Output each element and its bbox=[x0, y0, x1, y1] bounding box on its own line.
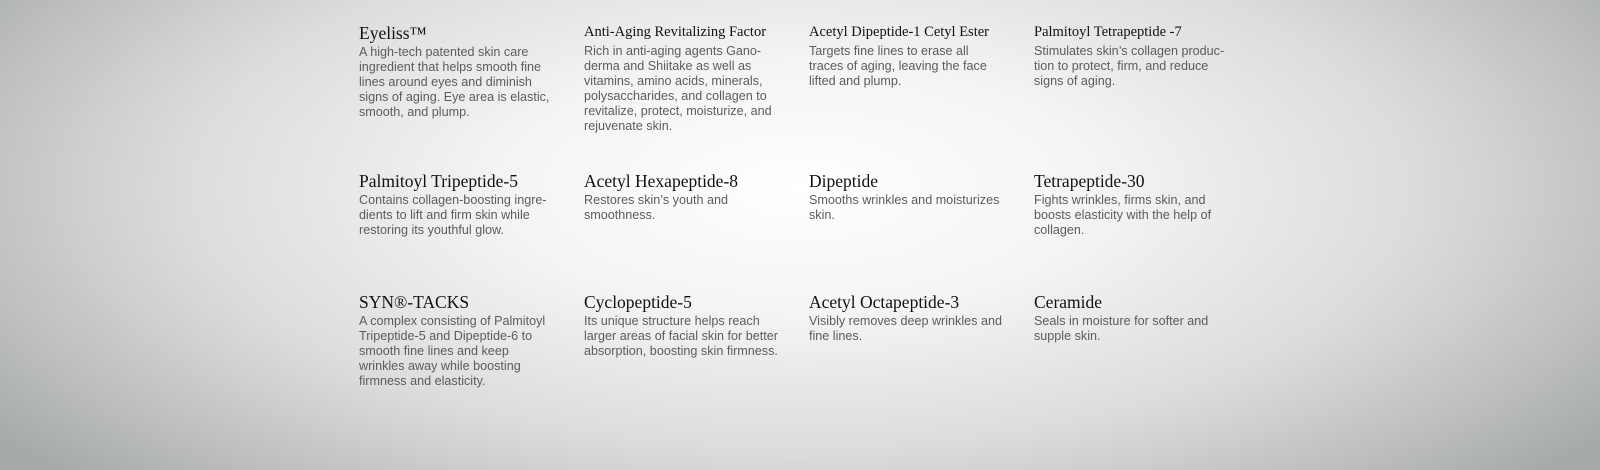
ingredient-card bbox=[1034, 22, 1259, 170]
ingredient-description: Restores skin’s youth and smoothness. bbox=[584, 193, 728, 222]
ingredient-card bbox=[584, 22, 809, 170]
ingredient-title: SYN®-TACKS bbox=[359, 292, 470, 312]
ingredient-title: Palmitoyl Tetrapeptide -7 bbox=[1034, 24, 1182, 40]
ingredient-row bbox=[359, 170, 1259, 291]
ingredient-card bbox=[359, 22, 584, 170]
ingredient-description: Smooths wrinkles and moisturizes skin. bbox=[809, 193, 1000, 222]
ingredient-card bbox=[359, 170, 584, 291]
ingredient-description: A high-tech patented skin care ingredient that helps smooth fine lines around eyes and diminish signs of aging. Eye area is elastic, smooth, and plump. bbox=[359, 45, 550, 119]
ingredient-description: Visibly removes deep wrinkles and fine lines. bbox=[809, 314, 1002, 343]
ingredient-card bbox=[584, 170, 809, 291]
ingredient-title: Cyclopeptide-5 bbox=[584, 292, 692, 312]
ingredient-description: A complex consisting of Palmitoyl Tripeptide-5 and Dipeptide-6 to smooth fine lines and keep wrinkles away while boosting firmness and elasticity. bbox=[359, 314, 546, 388]
ingredient-description: Targets fine lines to erase all traces of aging, leaving the face lifted and plump. bbox=[809, 44, 987, 88]
ingredient-title: Ceramide bbox=[1034, 292, 1103, 312]
ingredient-row bbox=[359, 22, 1259, 170]
ingredient-title: Eyeliss™ bbox=[359, 23, 427, 43]
ingredient-description: Its unique structure helps reach larger areas of facial skin for better absorption, boosting skin firmness. bbox=[584, 314, 778, 358]
ingredient-grid bbox=[359, 22, 1259, 439]
ingredient-card bbox=[1034, 291, 1259, 439]
ingredient-title: Acetyl Octapeptide-3 bbox=[809, 292, 960, 312]
ingredient-card bbox=[809, 170, 1034, 291]
ingredient-title: Acetyl Hexapeptide-8 bbox=[584, 171, 739, 191]
ingredient-description: Rich in anti-aging agents Gano-derma and Shiitake as well as vitamins, amino acids, minerals, polysaccharides, and collagen to revitalize, protect, moisturize, and rejuvenate skin. bbox=[584, 44, 772, 133]
ingredient-card bbox=[359, 291, 584, 439]
ingredient-description: Stimulates skin’s collagen produc-tion to protect, firm, and reduce signs of aging. bbox=[1034, 44, 1225, 88]
ingredient-card bbox=[809, 291, 1034, 439]
ingredient-card bbox=[809, 22, 1034, 170]
ingredient-card bbox=[1034, 170, 1259, 291]
ingredient-row bbox=[359, 291, 1259, 439]
ingredient-title: Tetrapeptide-30 bbox=[1034, 171, 1145, 191]
ingredient-title: Anti-Aging Revitalizing Factor bbox=[584, 24, 767, 40]
ingredient-card bbox=[584, 291, 809, 439]
ingredient-title: Acetyl Dipeptide-1 Cetyl Ester bbox=[809, 24, 989, 40]
ingredient-description: Contains collagen-boosting ingre-dients to lift and firm skin while restoring its youthful glow. bbox=[359, 193, 547, 237]
ingredient-description: Seals in moisture for softer and supple skin. bbox=[1034, 314, 1209, 343]
ingredient-description: Fights wrinkles, firms skin, and boosts elasticity with the help of collagen. bbox=[1034, 193, 1212, 237]
ingredient-title: Dipeptide bbox=[809, 171, 879, 191]
ingredient-title: Palmitoyl Tripeptide-5 bbox=[359, 171, 518, 191]
